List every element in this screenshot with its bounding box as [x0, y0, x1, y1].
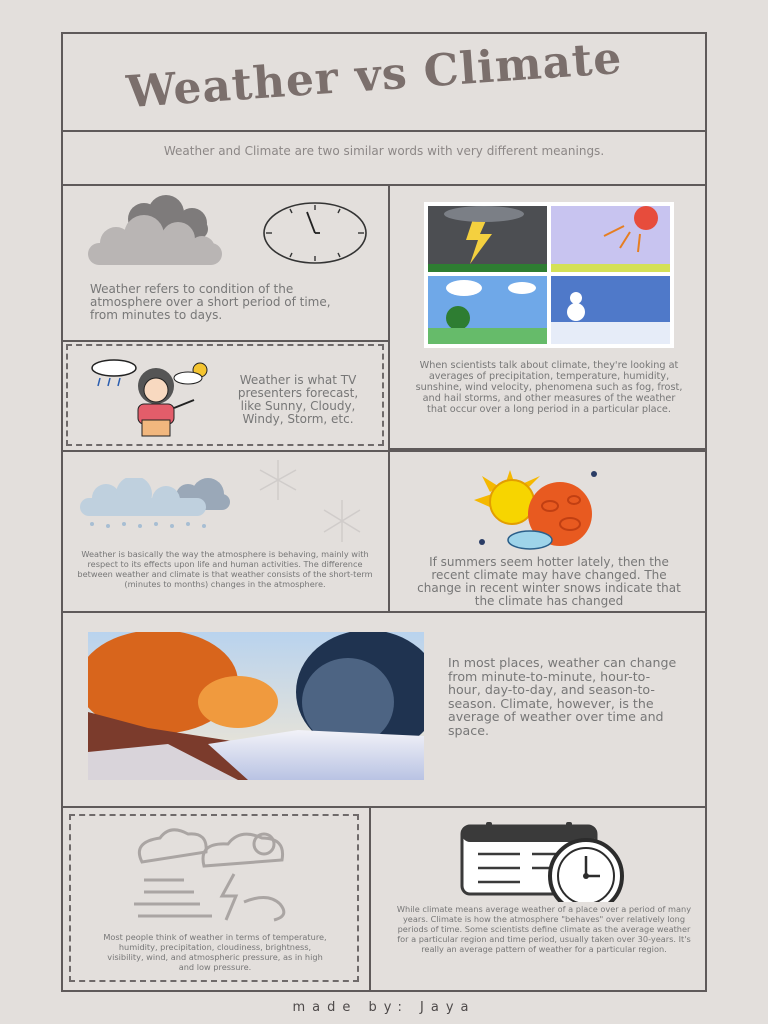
sun-planet-icon	[470, 466, 610, 550]
summers-text: If summers seem hotter lately, then the recent climate may have changed. The change in recent winter snows indicate that the climate has changed	[417, 555, 681, 608]
subtitle-box	[61, 130, 707, 186]
clock-icon	[262, 200, 370, 266]
storm-outline-icon	[124, 822, 304, 930]
presenter-icon	[88, 356, 222, 438]
weather-basic-text: Weather is basically the way the atmosphere is behaving, mainly with respect to its effects upon life and human activities. The difference between weather and climate is that weather consists of the short-term (minutes to months) changes in the atmosphere.	[77, 549, 373, 589]
climate-means-text: While climate means average weather of a place over a period of many years. Climate is how the atmosphere "behaves" over relatively long periods of time. Some scientists define climate as the average weather for a particular region and time period, usually taken over 30-years. It's really an average pattern of weather for a particular region.	[396, 904, 692, 954]
page-title: Weather vs Climate	[124, 32, 624, 119]
snowflake-icon	[238, 456, 384, 544]
weather-grid-icon	[424, 202, 674, 348]
weather-def-text: Weather refers to condition of the atmosphere over a short period of time, from minutes to days.	[90, 282, 331, 322]
calendar-clock-icon	[460, 822, 628, 902]
most-places-text: In most places, weather can change from minute-to-minute, hour-to-hour, day-to-day, and season-to-season. Climate, however, is the average of weather over time and space.	[448, 655, 677, 738]
cloud-icon	[86, 195, 226, 267]
footer-credit: made by: Jaya	[292, 1000, 476, 1015]
landscape-image	[88, 632, 424, 780]
climate-scientists-text: When scientists talk about climate, they're looking at averages of precipitation, temperature, humidity, sunshine, wind velocity, phenomena such as fog, frost, and hail storms, and other measures of the weather that occur over a long period in a particular place.	[415, 360, 683, 415]
subtitle: Weather and Climate are two similar words with very different meanings.	[163, 144, 605, 158]
most-people-text: Most people think of weather in terms of temperature, humidity, precipitation, cloudiness, brightness, visibility, wind, and atmospheric pressure, as in high and low pressure.	[103, 932, 327, 972]
presenters-text: Weather is what TV presenters forecast, like Sunny, Cloudy, Windy, Storm, etc.	[237, 373, 359, 426]
rain-cloud-icon	[78, 478, 236, 534]
